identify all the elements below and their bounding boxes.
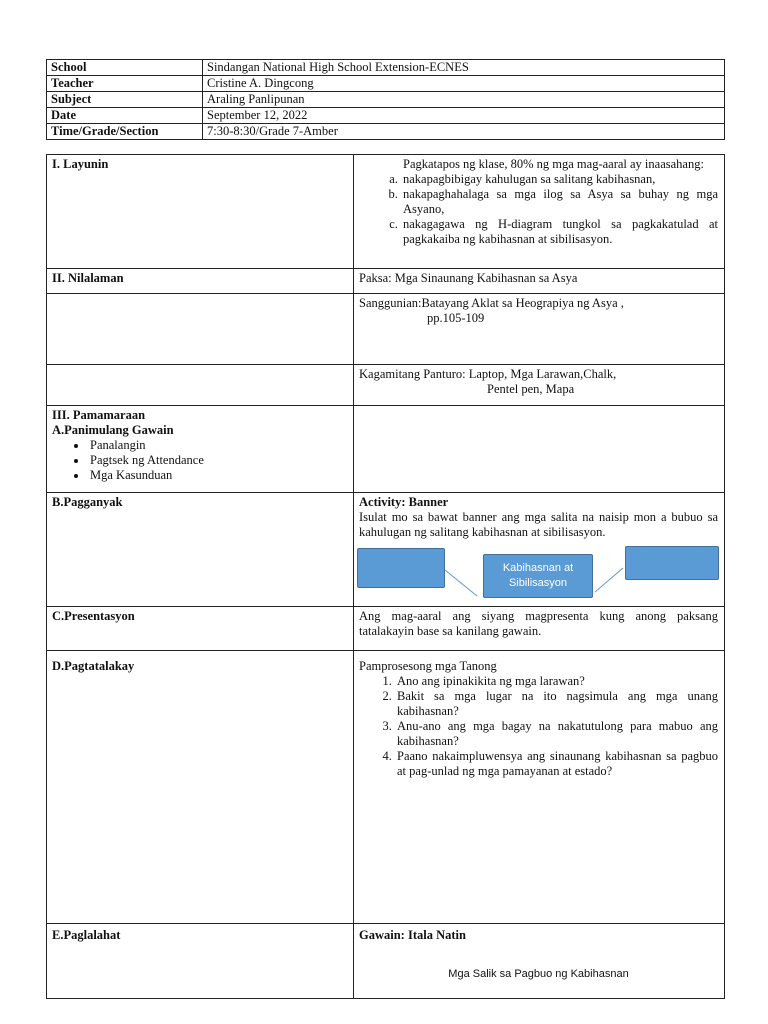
- pagganyak-content: [354, 493, 725, 607]
- info-row-teacher: [47, 76, 725, 92]
- section-label-pagtatalakay: D.Pagtatalakay: [47, 651, 354, 924]
- list-item: 4. Paano nakaimpluwensya ang sinaunang kabihasnan sa pagbuo at pag-unlad ng mga pamayanan at estado?: [395, 749, 718, 779]
- sub-label-panimulang-gawain: A.Panimulang Gawain: [52, 423, 174, 437]
- list-item: c. nakagagawa ng H-diagram tungkol sa pagkakatulad at pagkakaiba ng kabihasnan at sibilisasyon.: [401, 217, 718, 247]
- row-kagamitan: [47, 365, 725, 406]
- pamamaraan-cell: [47, 406, 354, 493]
- info-value: Araling Panlipunan: [203, 92, 725, 108]
- list-item: • Panalangin: [88, 438, 348, 453]
- kagamitan-line-1: Kagamitang Panturo: Laptop, Mga Larawan,Chalk,: [359, 367, 617, 381]
- info-row-time-grade-section: [47, 124, 725, 140]
- paglalahat-content: [354, 924, 725, 999]
- info-label: Subject: [47, 92, 203, 108]
- pagtatalakay-heading: Pamprosesong mga Tanong: [359, 659, 497, 673]
- section-label-layunin: I. Layunin: [47, 155, 354, 269]
- banner-center-line-2: Sibilisasyon: [508, 577, 568, 589]
- list-item: 3. Anu-ano ang mga bagay na nakatutulong para mabuo ang kabihasnan?: [395, 719, 718, 749]
- banner-center-line-1: Kabihasnan at: [502, 562, 574, 574]
- info-value: Cristine A. Dingcong: [203, 76, 725, 92]
- row-sanggunian: [47, 294, 725, 365]
- info-row-school: [47, 60, 725, 76]
- row-layunin: [47, 155, 725, 269]
- info-value: September 12, 2022: [203, 108, 725, 124]
- banner-center: [483, 554, 593, 598]
- section-label-presentasyon: C.Presentasyon: [47, 607, 354, 651]
- pagtatalakay-questions: [359, 674, 718, 779]
- list-item: a. nakapagbibigay kahulugan sa salitang kabihasnan,: [401, 172, 718, 187]
- paksa: Paksa: Mga Sinaunang Kabihasnan sa Asya: [354, 269, 725, 294]
- section-label-pamamaraan: III. Pamamaraan: [52, 408, 146, 422]
- row-pagganyak: [47, 493, 725, 607]
- list-item: 2. Bakit sa mga lugar na ito nagsimula ang mga unang kabihasnan?: [395, 689, 718, 719]
- banner-diagram: [359, 546, 718, 606]
- lesson-plan-table: [46, 154, 725, 999]
- kagamitan-line-2: Pentel pen, Mapa: [487, 382, 575, 396]
- list-item: • Mga Kasunduan: [88, 468, 348, 483]
- info-label: Time/Grade/Section: [47, 124, 203, 140]
- section-label-pagganyak: B.Pagganyak: [47, 493, 354, 607]
- sanggunian: [354, 294, 725, 365]
- banner-left: [357, 548, 445, 588]
- header-info-table: [46, 59, 725, 140]
- pagtatalakay-content: [354, 651, 725, 924]
- section-label-nilalaman: II. Nilalaman: [47, 269, 354, 294]
- gawain-title: Gawain: Itala Natin: [359, 928, 466, 942]
- row-nilalaman: [47, 269, 725, 294]
- info-label: School: [47, 60, 203, 76]
- list-item: b. nakapaghahalaga sa mga ilog sa Asya sa buhay ng mga Asyano,: [401, 187, 718, 217]
- presentasyon-text: Ang mag-aaral ang siyang magpresenta kung anong paksang tatalakayin base sa kanilang gawain.: [354, 607, 725, 651]
- banner-right: [625, 546, 719, 580]
- row-paglalahat: [47, 924, 725, 999]
- row-pamamaraan: [47, 406, 725, 493]
- info-row-date: [47, 108, 725, 124]
- activity-instruction: Isulat mo sa bawat banner ang mga salita na naisip mon a bubuo sa kahulugan ng salitang kabihasnan at sibilisasyon.: [359, 510, 718, 539]
- info-label: Teacher: [47, 76, 203, 92]
- layunin-content: [354, 155, 725, 269]
- gawain-subtitle: Mga Salik sa Pagbuo ng Kabihasnan: [448, 968, 629, 980]
- activity-title: Activity: Banner: [359, 495, 449, 509]
- layunin-intro: Pagkatapos ng klase, 80% ng mga mag-aaral ay inaasahang:: [403, 157, 704, 171]
- sanggunian-line-1: Sanggunian:Batayang Aklat sa Heograpiya ng Asya ,: [359, 296, 624, 310]
- layunin-list: [359, 172, 718, 247]
- info-value: Sindangan National High School Extension-ECNES: [203, 60, 725, 76]
- info-row-subject: [47, 92, 725, 108]
- kagamitan: [354, 365, 725, 406]
- section-label-paglalahat: E.Paglalahat: [47, 924, 354, 999]
- info-value: 7:30-8:30/Grade 7-Amber: [203, 124, 725, 140]
- info-label: Date: [47, 108, 203, 124]
- list-item: • Pagtsek ng Attendance: [88, 453, 348, 468]
- list-item: 1. Ano ang ipinakikita ng mga larawan?: [395, 674, 718, 689]
- row-presentasyon: [47, 607, 725, 651]
- row-pagtatalakay: [47, 651, 725, 924]
- panimulang-gawain-list: [52, 438, 348, 483]
- sanggunian-line-2: pp.105-109: [427, 311, 485, 325]
